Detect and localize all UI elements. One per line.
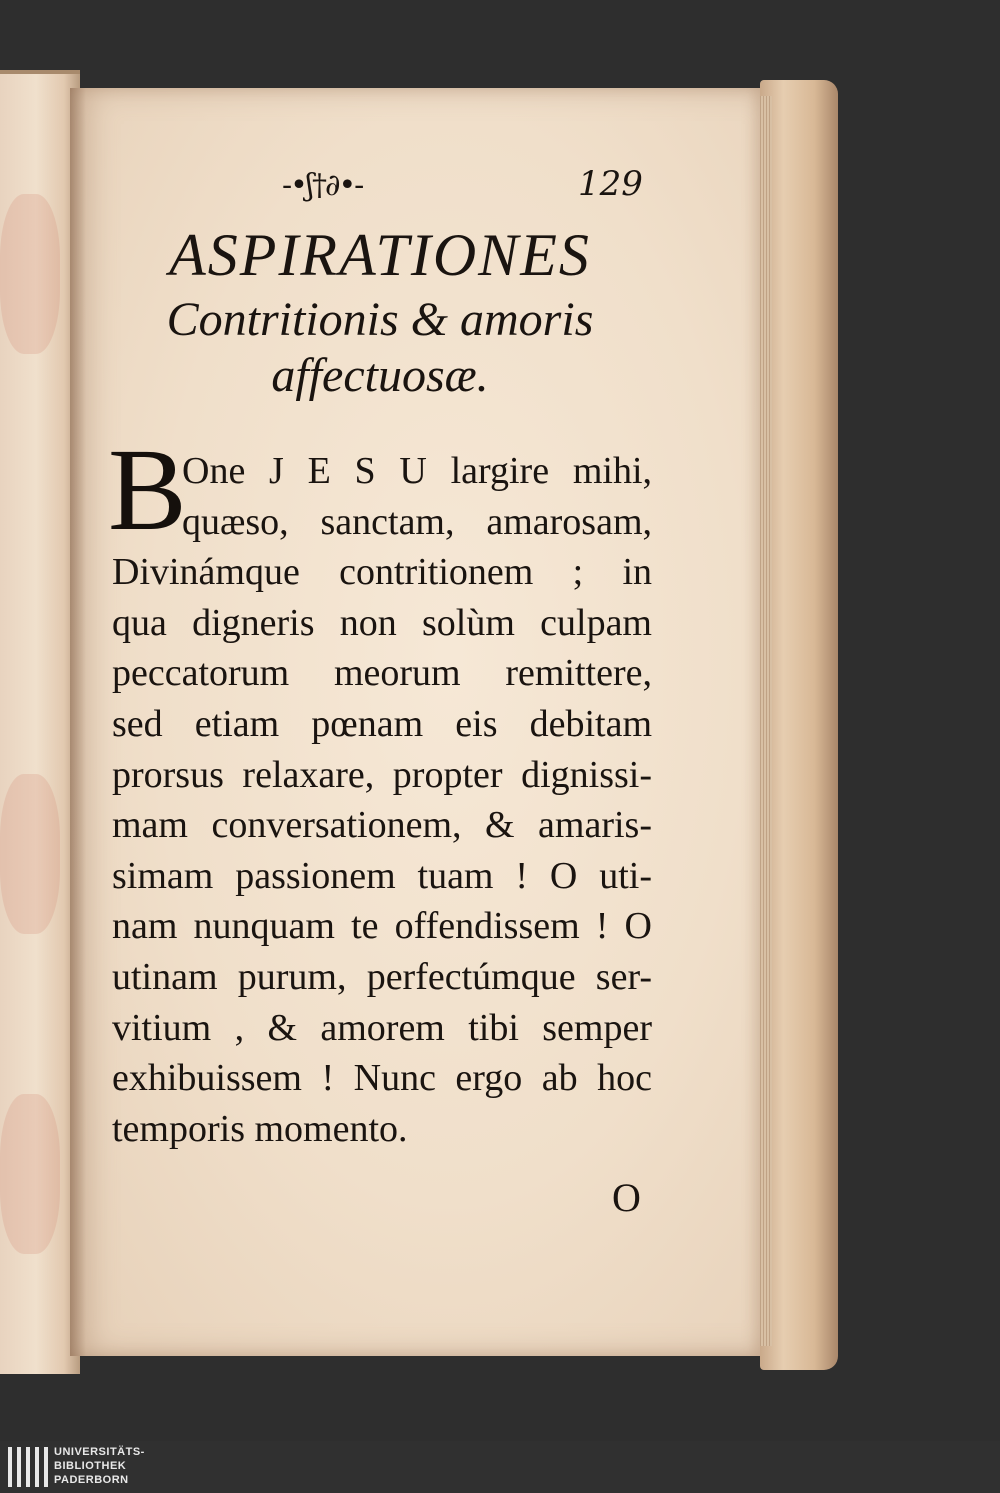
text-line: temporis momento.	[112, 1107, 408, 1150]
text-line: Divinámque contritionem ; in	[112, 551, 652, 594]
text-line: peccatorum meorum remittere,	[112, 652, 652, 695]
subtitle-line: affectuosæ.	[271, 349, 489, 402]
page-subtitle	[100, 292, 660, 404]
subtitle-line: Contritionis & amoris	[166, 293, 594, 346]
stain	[0, 774, 60, 934]
drop-cap: B	[108, 424, 187, 555]
body-text	[112, 446, 652, 1154]
left-facing-page	[0, 70, 80, 1374]
catchword: O	[612, 1175, 641, 1220]
text-line: utinam purum, perfectúmque ser-	[112, 955, 652, 998]
library-logo-icon	[8, 1447, 48, 1487]
header-ornament: -•ʃ†∂•-	[282, 168, 363, 203]
text-line: nam nunquam te offendissem ! O	[112, 905, 652, 948]
text-line: simam passionem tuam ! O uti-	[112, 854, 652, 897]
text-line: qua digneris non solùm culpam	[112, 601, 652, 644]
text-line: exhibuissem ! Nunc ergo ab hoc	[112, 1057, 652, 1100]
page-title: ASPIRATIONES	[169, 222, 591, 288]
text-line: quæso, sanctam, amarosam,	[182, 500, 652, 543]
text-line: vitium , & amorem tibi semper	[112, 1006, 652, 1049]
library-name	[54, 1445, 145, 1487]
text-line: prorsus relaxare, propter dignissi-	[112, 753, 652, 796]
library-name-line: BIBLIOTHEK	[54, 1460, 127, 1472]
library-name-line: PADERBORN	[54, 1474, 129, 1486]
text-line: sed etiam pœnam eis debitam	[112, 702, 652, 745]
text-line: mam conversationem, & amaris-	[112, 804, 652, 847]
library-name-line: UNIVERSITÄTS-	[54, 1446, 145, 1458]
stain	[0, 1094, 60, 1254]
page-number: 129	[578, 164, 643, 204]
stain	[0, 194, 60, 354]
page-gutter	[70, 88, 86, 1356]
footer-bar	[0, 1441, 1000, 1493]
text-line: One J E S U largire mihi,	[182, 450, 652, 492]
